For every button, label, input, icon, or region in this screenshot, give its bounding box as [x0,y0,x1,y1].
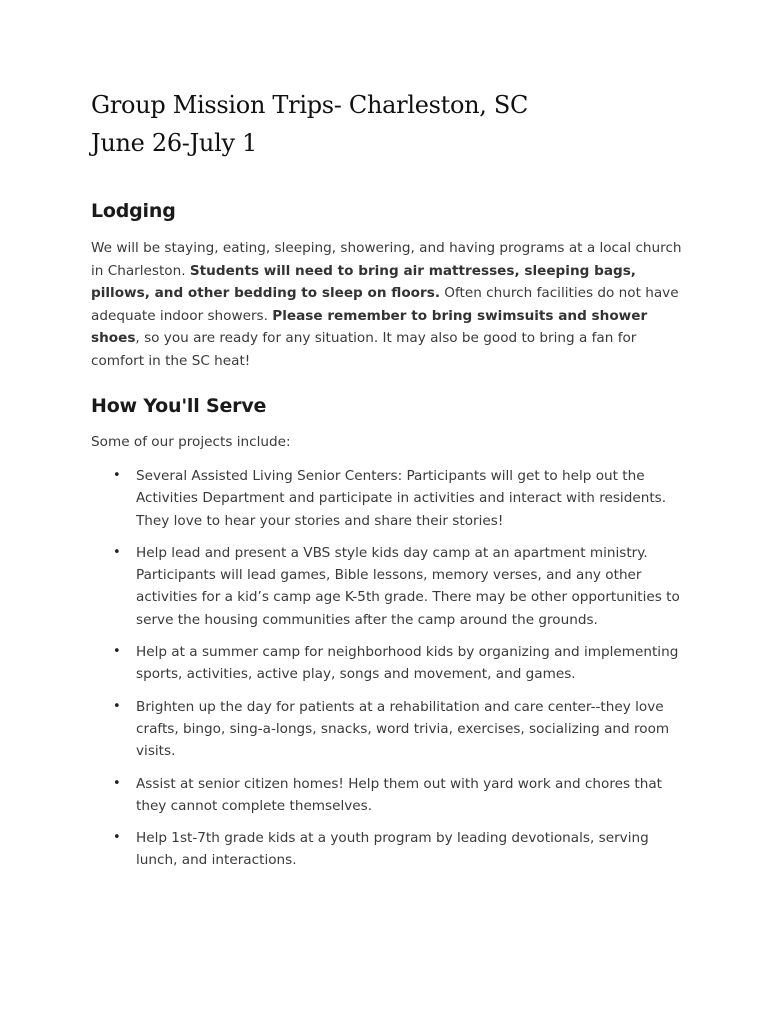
list-item-text: Several Assisted Living Senior Centers: Participants will get to help out the Activities Department and participate in activities and interact with residents. They love to hear your stories and share their stories! [136,468,667,529]
serve-heading: How You'll Serve [91,395,267,417]
list-item-text: Assist at senior citizen homes! Help them out with yard work and chores that they cannot complete themselves. [136,775,662,814]
page-title [91,86,528,162]
lodging-text-3: , so you are ready for any situation. It may also be good to bring a fan for comfort in the SC heat! [91,330,637,369]
list-item [91,542,691,631]
list-item-text: Help lead and present a VBS style kids day camp at an apartment ministry. Participants will lead games, Bible lessons, memory verses, and any other activities for a kid’s camp age K-5th grade. There may be other opportunities to serve the housing communities after the camp around the grounds. [136,544,680,628]
list-item [91,465,691,532]
lodging-text-2: Often church facilities do not have adequate indoor showers. [91,285,679,324]
lodging-heading: Lodging [91,200,176,222]
bullet-icon: • [113,644,121,660]
serve-intro: Some of our projects include: [91,434,291,450]
list-item-text: Help at a summer camp for neighborhood kids by organizing and implementing sports, activities, active play, songs and movement, and games. [136,644,679,683]
list-item [91,641,691,686]
bullet-icon: • [113,544,121,560]
title-line-2: June 26-July 1 [91,129,258,157]
list-item [91,827,691,872]
list-item [91,773,691,818]
lodging-text-1: We will be staying, eating, sleeping, showering, and having programs at a local church in Charleston. [91,240,682,279]
projects-list [91,465,691,882]
bullet-icon: • [113,698,121,714]
bullet-icon: • [113,830,121,846]
title-line-1: Group Mission Trips- Charleston, SC [91,91,529,119]
list-item [91,696,691,763]
lodging-bold-2: Please remember to bring swimsuits and shower shoes [91,307,648,346]
bullet-icon: • [113,468,121,483]
list-item-text: Brighten up the day for patients at a rehabilitation and care center--they love crafts, bingo, sing-a-longs, snacks, word trivia, exercises, socializing and room visits. [136,698,670,760]
lodging-bold-1: Students will need to bring air mattresses, sleeping bags, pillows, and other bedding to sleep on floors. [91,262,636,301]
lodging-paragraph [91,237,691,372]
list-item-text: Help 1st-7th grade kids at a youth program by leading devotionals, serving lunch, and interactions. [136,830,649,869]
bullet-icon: • [113,775,121,791]
